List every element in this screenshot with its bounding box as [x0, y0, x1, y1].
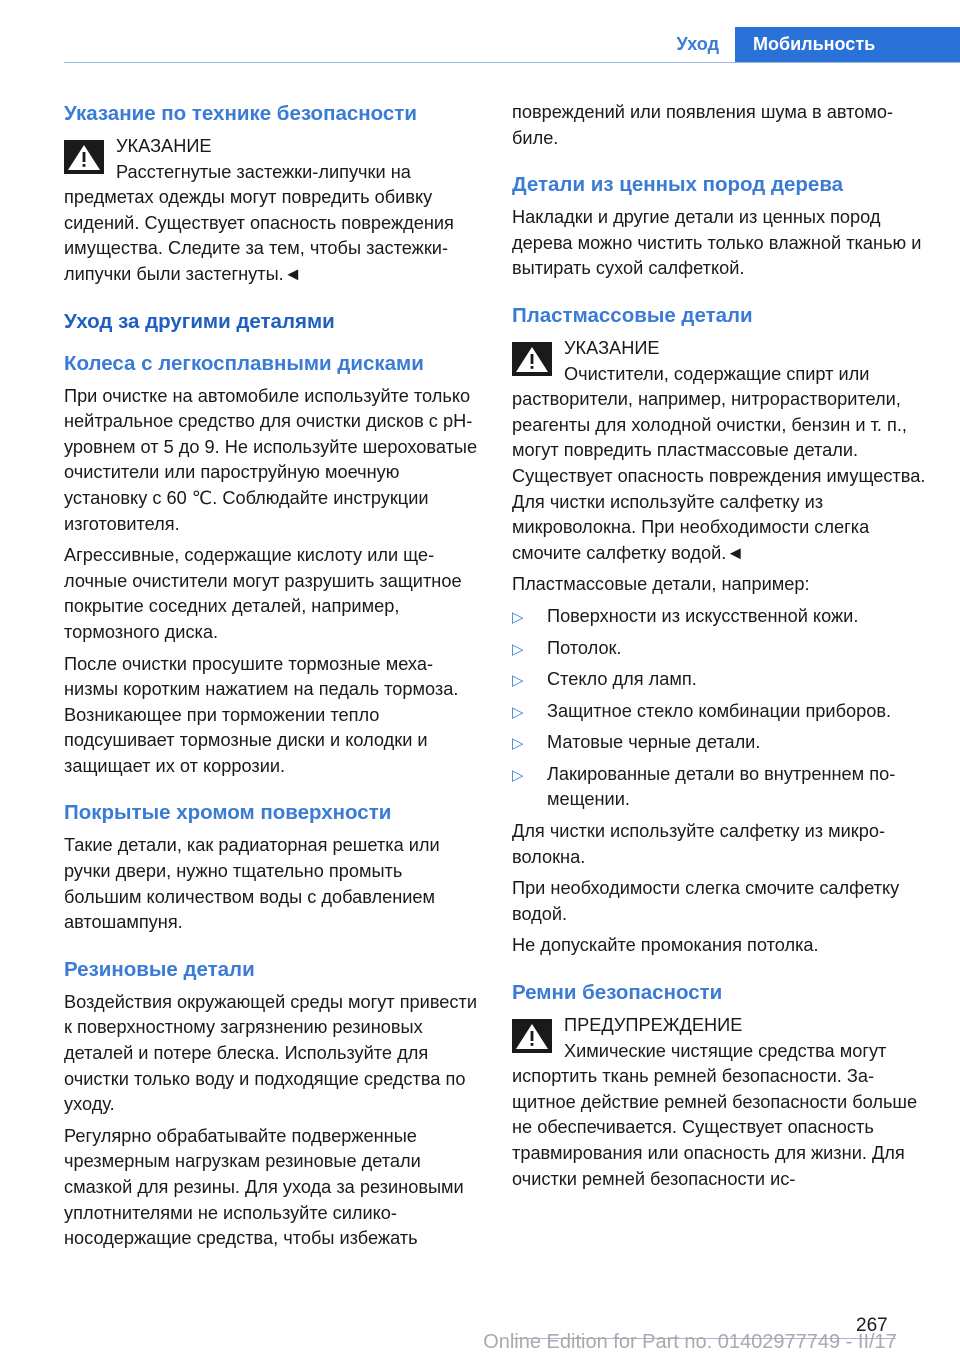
warning-icon [64, 140, 104, 174]
plastic-heading: Пластмассовые детали [512, 303, 753, 327]
plastic-paragraph-4: Не допускайте промокания потолка. [512, 935, 819, 956]
warning-block-velcro [64, 134, 480, 288]
rubber-paragraph-2: Регулярно обрабатывайте подверженные чрезмерным нагрузкам резиновые детали смазкой для резины. Для ухода за резиновыми уплотнителями не используйте силиконосодержащие средства, чтобы избежать [64, 1125, 464, 1249]
wheels-paragraph-2: Агрессивные, содержащие кислоту или щелочные очистители могут разрушить защитное покрытие соседних деталей, например, тормозного диска. [64, 545, 462, 642]
plastic-paragraph-2: Для чистки используйте салфетку из микроволокна. [512, 821, 886, 867]
list-item: ▷ Потолок. [512, 636, 930, 662]
tab-chapter: Мобильность [735, 27, 960, 62]
tab-section: Уход [676, 34, 719, 54]
triangle-bullet-icon: ▷ [512, 735, 524, 753]
list-item: ▷ Лакированные детали во внутреннем помещении. [512, 763, 896, 810]
chrome-paragraph: Такие детали, как радиаторная решетка или ручки двери, нужно тщательно промыть большим количеством воды с добавлением автошампуня. [64, 835, 440, 933]
rubber-heading: Резиновые детали [64, 957, 255, 981]
wood-paragraph: Накладки и другие детали из ценных пород дерева можно чистить только влажной тканью и вытирать сухой салфеткой. [512, 207, 922, 279]
warning-title: ПРЕДУПРЕЖДЕНИЕ [564, 1015, 743, 1036]
header-rule [64, 62, 960, 63]
list-item: ▷ Защитное стекло комбинации приборов. [512, 699, 930, 725]
list-item: ▷ Матовые черные детали. [512, 730, 930, 756]
header-tabs [659, 27, 960, 62]
plastic-paragraph-3: При необходимости слегка смочите салфетку водой. [512, 878, 900, 924]
warning-block-plastic [512, 336, 930, 566]
rubber-paragraph-1: Воздействия окружающей среды могут привести к поверхностному загрязнению резиновых деталей и потере блеска. Используйте для очистки только воду и подходящие средства по уходу. [64, 991, 477, 1115]
belts-heading: Ремни безопасности [512, 981, 723, 1005]
triangle-bullet-icon: ▷ [512, 703, 524, 721]
plastic-list [512, 604, 930, 813]
wheels-heading: Колеса с легкосплавными дисками [64, 351, 424, 375]
warning-icon [512, 1019, 552, 1053]
list-item: ▷ Поверхности из искусственной кожи. [512, 604, 930, 630]
triangle-bullet-icon: ▷ [512, 766, 524, 784]
left-column [64, 100, 480, 1258]
warning-block-belts [512, 1013, 930, 1192]
chrome-heading: Покрытые хромом поверхности [64, 801, 392, 825]
other-parts-heading: Уход за другими деталями [64, 309, 335, 333]
warning-icon [512, 342, 552, 376]
right-column [512, 100, 930, 1198]
warning-text: Расстегнутые застежки-липучки на предметах одежды могут повредить обивку сидений. Существует опасность повреждения имущества. Следите за тем, чтобы застежки-липучки были застегнуты.◄ [64, 161, 454, 284]
safety-heading: Указание по технике безопасности [64, 102, 417, 125]
edition-watermark: Online Edition for Part no. 01402977749 - II/17 [483, 1331, 897, 1353]
warning-text: Очистители, содержащие спирт или растворители, например, нитрорастворители, реагенты для холодной очистки, бензин и т. п., могут повредить пластмассовые детали. Существует опасность повреждения имущества. Для чистки используйте салфетку из микроволокна. При необходимости слегка смочите салфетку водой.◄ [512, 363, 926, 563]
wheels-paragraph-3: После очистки просушите тормозные механизмы коротким нажатием на педаль тормоза. Возникающее при торможении тепло подсушивает тормозные диски и колодки и защищает их от коррозии. [64, 653, 459, 776]
warning-title: УКАЗАНИЕ [116, 136, 212, 156]
wood-heading: Детали из ценных пород дерева [512, 173, 844, 197]
triangle-bullet-icon: ▷ [512, 640, 524, 658]
continued-paragraph: повреждений или появления шума в автомобиле. [512, 102, 894, 148]
triangle-bullet-icon: ▷ [512, 608, 524, 626]
warning-text: Химические чистящие средства могут испортить ткань ремней безопасности. Защитное действие ремней безопасности больше не обеспечивается. Существует опасность травмирования или опасность для жизни. Для очистки ремней безопасности ис- [512, 1040, 918, 1189]
triangle-bullet-icon: ▷ [512, 672, 524, 690]
list-item: ▷ Стекло для ламп. [512, 667, 930, 693]
warning-title: УКАЗАНИЕ [564, 337, 660, 358]
plastic-intro: Пластмассовые детали, например: [512, 574, 810, 595]
wheels-paragraph-1: При очистке на автомобиле используйте только нейтральное средство для очистки дисков с pH-уровнем от 5 до 9. Не используйте шероховатые очистители или пароструйную моечную установку с 60 ℃. Соблюдайте инструкции изготовителя. [64, 385, 478, 534]
page-number: 267 [856, 1315, 888, 1336]
